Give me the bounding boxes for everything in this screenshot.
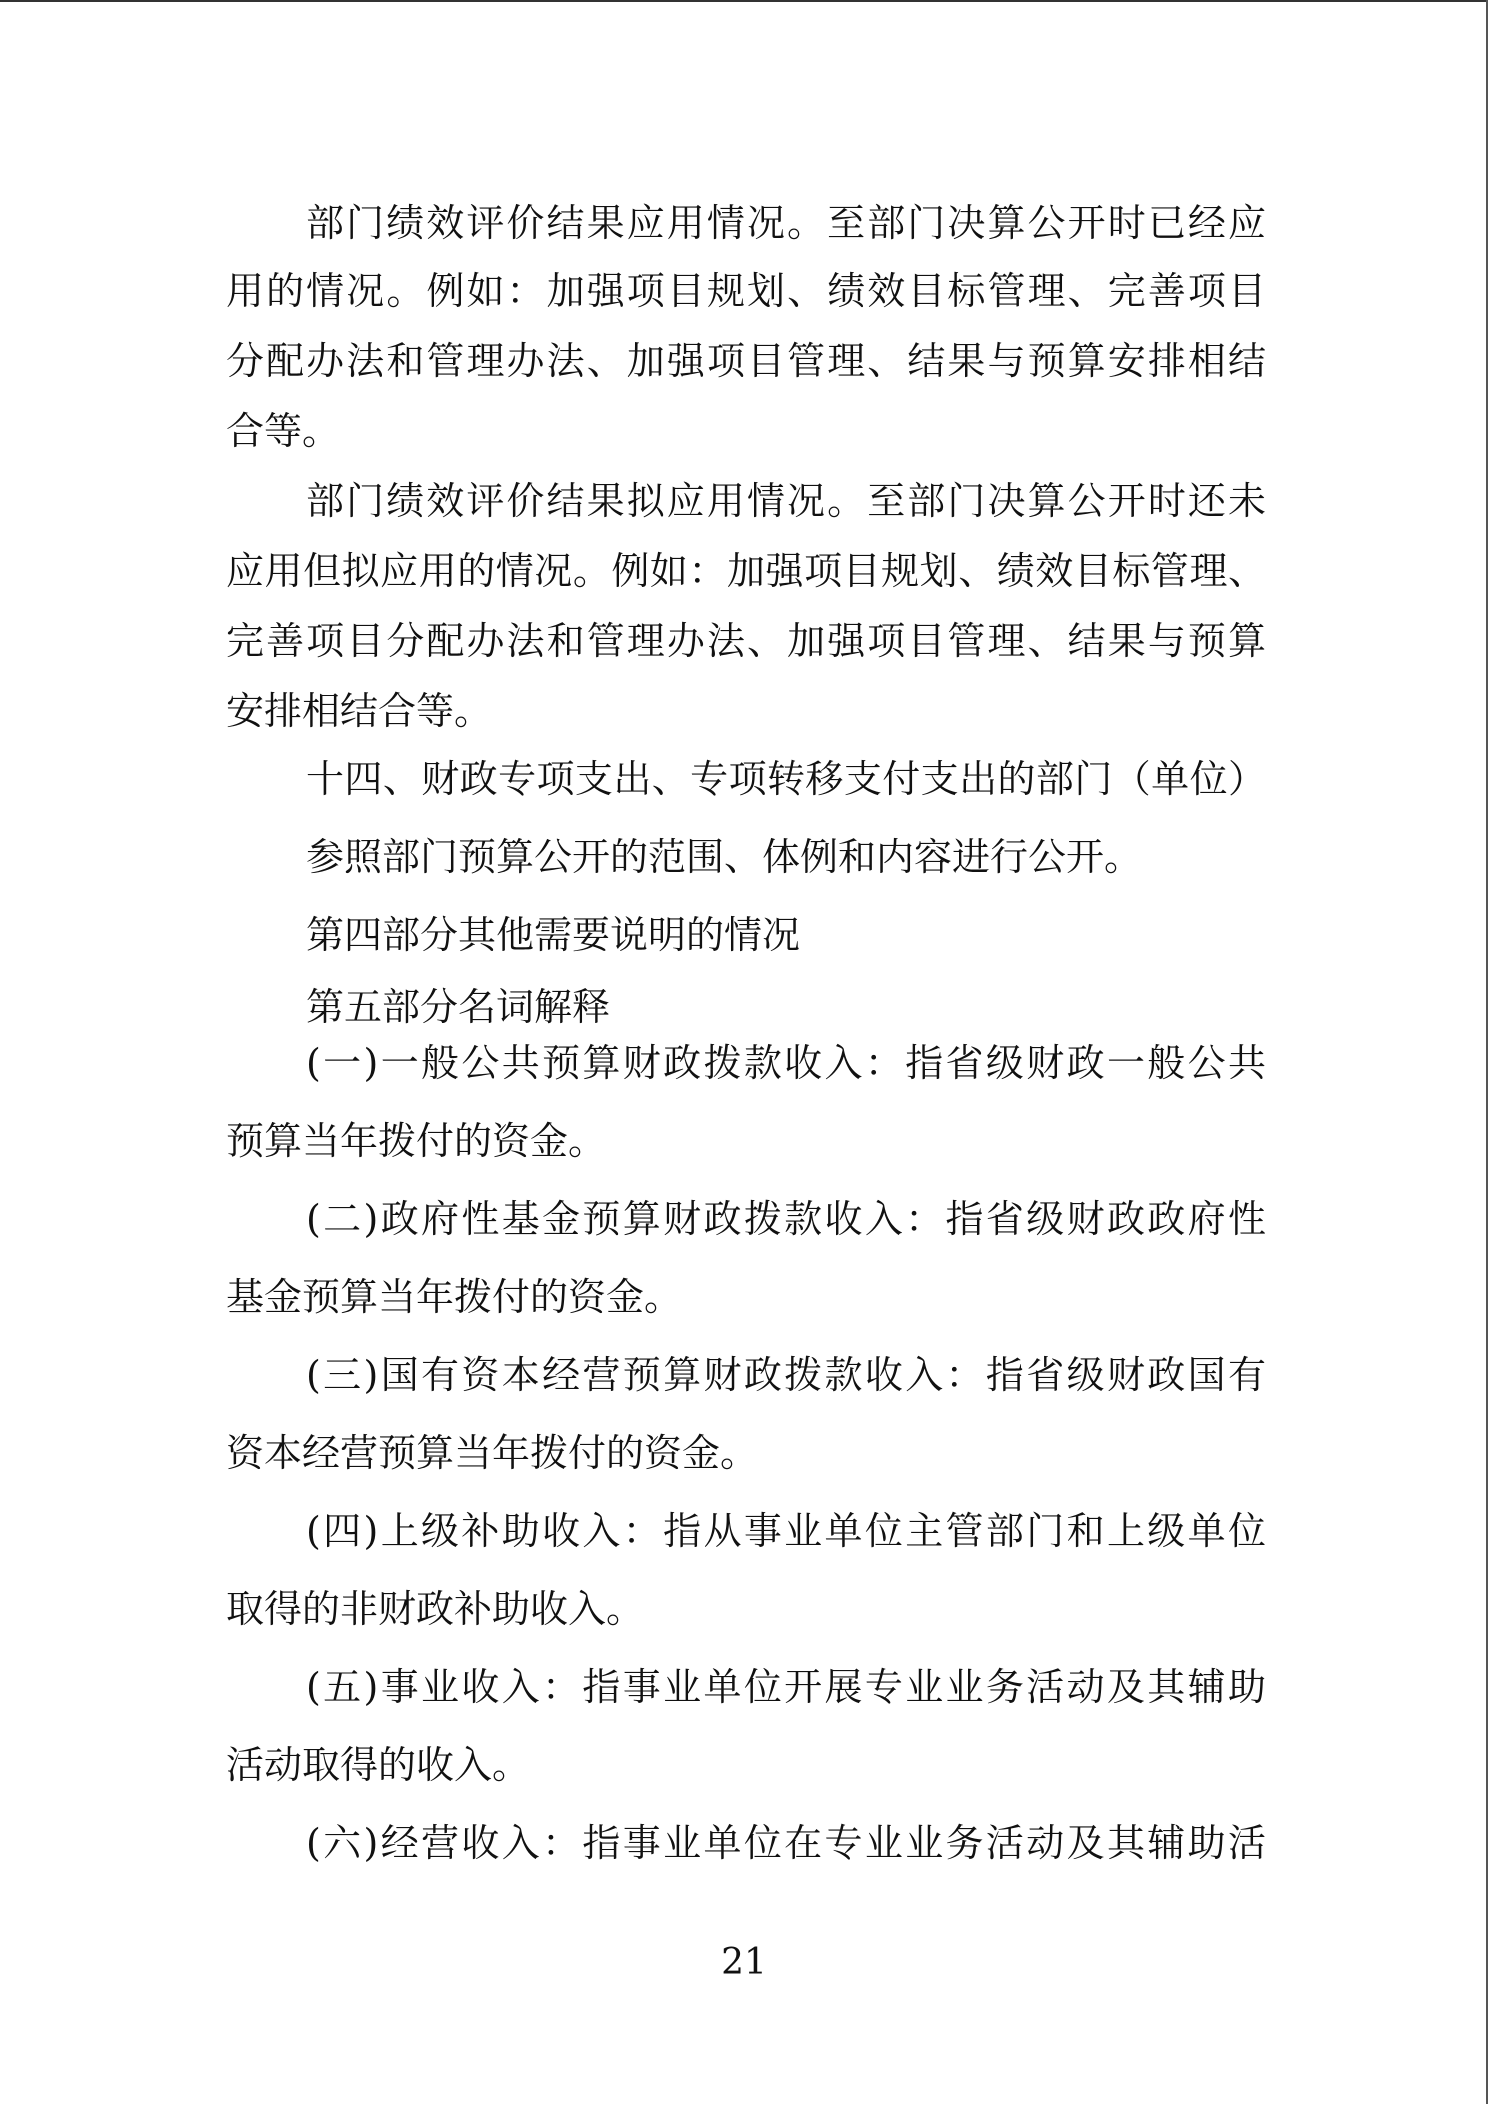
paragraph-line: 参照部门预算公开的范围、体例和内容进行公开。 (306, 835, 1143, 879)
term-definition-line: (一)一般公共预算财政拨款收入：指省级财政一般公共 (306, 1041, 1266, 1085)
paragraph-line: 用的情况。例如：加强项目规划、绩效目标管理、完善项目 (226, 269, 1266, 313)
paragraph-line: 部门绩效评价结果拟应用情况。至部门决算公开时还未 (306, 479, 1266, 523)
paragraph-line: 合等。 (226, 409, 341, 453)
page-top-border (0, 0, 1488, 2)
page-number: 21 (721, 1942, 767, 1983)
term-definition-line: 活动取得的收入。 (226, 1743, 531, 1787)
part-heading: 第五部分名词解释 (306, 985, 611, 1029)
paragraph-line: 部门绩效评价结果应用情况。至部门决算公开时已经应 (306, 201, 1266, 245)
term-definition-line: 取得的非财政补助收入。 (226, 1587, 645, 1631)
term-definition-line: 预算当年拨付的资金。 (226, 1119, 607, 1163)
term-definition-line: (四)上级补助收入：指从事业单位主管部门和上级单位 (306, 1509, 1266, 1553)
part-heading: 第四部分其他需要说明的情况 (306, 913, 801, 957)
term-definition-line: 资本经营预算当年拨付的资金。 (226, 1431, 759, 1475)
term-definition-line: (二)政府性基金预算财政拨款收入：指省级财政政府性 (306, 1197, 1266, 1241)
term-definition-line: 基金预算当年拨付的资金。 (226, 1275, 683, 1319)
paragraph-line: 完善项目分配办法和管理办法、加强项目管理、结果与预算 (226, 619, 1266, 663)
term-definition-line: (五)事业收入：指事业单位开展专业业务活动及其辅助 (306, 1665, 1266, 1709)
paragraph-line: 应用但拟应用的情况。例如：加强项目规划、绩效目标管理、 (226, 549, 1266, 593)
paragraph-line: 分配办法和管理办法、加强项目管理、结果与预算安排相结 (226, 339, 1266, 383)
section-heading: 十四、财政专项支出、专项转移支付支出的部门（单位） (306, 757, 1266, 801)
paragraph-line: 安排相结合等。 (226, 689, 493, 733)
term-definition-line: (三)国有资本经营预算财政拨款收入：指省级财政国有 (306, 1353, 1266, 1397)
term-definition-line: (六)经营收入：指事业单位在专业业务活动及其辅助活 (306, 1821, 1266, 1865)
